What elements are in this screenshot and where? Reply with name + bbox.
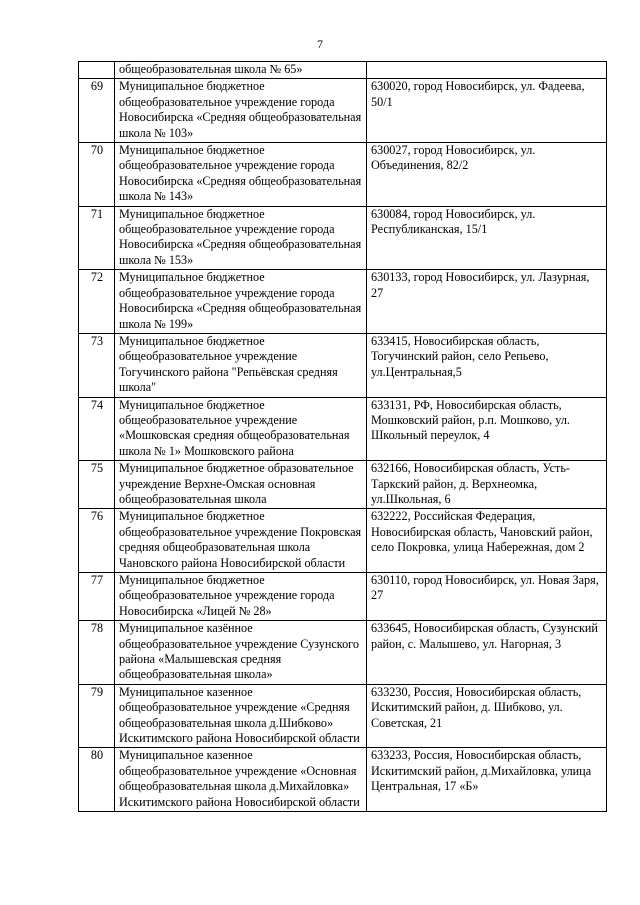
table-row bbox=[79, 62, 607, 79]
row-number-cell: 71 bbox=[79, 206, 115, 270]
table-row bbox=[79, 206, 607, 270]
row-number-cell: 78 bbox=[79, 621, 115, 685]
row-number-cell: 79 bbox=[79, 684, 115, 748]
address-cell: 630110, город Новосибирск, ул. Новая Заря, 27 bbox=[367, 573, 607, 621]
row-number-cell: 70 bbox=[79, 143, 115, 207]
table-row bbox=[79, 748, 607, 812]
address-cell: 632222, Российская Федерация, Новосибирская область, Чановский район, село Покровка, улица Набережная, дом 2 bbox=[367, 509, 607, 573]
table-row bbox=[79, 509, 607, 573]
institution-name-cell: Муниципальное бюджетное общеобразовательное учреждение «Мошковская средняя общеобразовательная школа № 1» Мошковского района bbox=[115, 397, 367, 461]
institution-name-cell: Муниципальное бюджетное общеобразовательное учреждение Покровская средняя общеобразовательная школа Чановского района Новосибирской области bbox=[115, 509, 367, 573]
table-row bbox=[79, 79, 607, 143]
row-number-cell: 75 bbox=[79, 461, 115, 509]
row-number-cell: 69 bbox=[79, 79, 115, 143]
table-row bbox=[79, 333, 607, 397]
row-number-cell: 76 bbox=[79, 509, 115, 573]
table-row bbox=[79, 270, 607, 334]
institution-name-cell: Муниципальное бюджетное общеобразовательное учреждение Тогучинского района "Репьёвская средняя школа" bbox=[115, 333, 367, 397]
table-row bbox=[79, 621, 607, 685]
row-number-cell: 80 bbox=[79, 748, 115, 812]
row-number-cell: 72 bbox=[79, 270, 115, 334]
institution-name-cell: Муниципальное бюджетное общеобразовательное учреждение города Новосибирска «Лицей № 28» bbox=[115, 573, 367, 621]
institution-name-cell: Муниципальное бюджетное образовательное учреждение Верхне-Омская основная общеобразовательная школа bbox=[115, 461, 367, 509]
address-cell: 633230, Россия, Новосибирская область, Искитимский район, д. Шибково, ул. Советская, 21 bbox=[367, 684, 607, 748]
address-cell: 630084, город Новосибирск, ул. Республиканская, 15/1 bbox=[367, 206, 607, 270]
institution-name-cell: общеобразовательная школа № 65» bbox=[115, 62, 367, 79]
schools-table bbox=[78, 61, 607, 812]
table-row bbox=[79, 461, 607, 509]
institution-name-cell: Муниципальное бюджетное общеобразовательное учреждение города Новосибирска «Средняя общеобразовательная школа № 199» bbox=[115, 270, 367, 334]
address-cell: 633233, Россия, Новосибирская область, Искитимский район, д.Михайловка, улица Центральная, 17 «Б» bbox=[367, 748, 607, 812]
row-number-cell bbox=[79, 62, 115, 79]
address-cell: 633645, Новосибирская область, Сузунский район, с. Малышево, ул. Нагорная, 3 bbox=[367, 621, 607, 685]
institution-name-cell: Муниципальное казенное общеобразовательное учреждение «Средняя общеобразовательная школа д.Шибково» Искитимского района Новосибирской области bbox=[115, 684, 367, 748]
table-row bbox=[79, 573, 607, 621]
address-cell: 633415, Новосибирская область, Тогучинский район, село Репьево, ул.Центральная,5 bbox=[367, 333, 607, 397]
page-number: 7 bbox=[317, 37, 323, 51]
table-row bbox=[79, 143, 607, 207]
table-row bbox=[79, 397, 607, 461]
address-cell: 632166, Новосибирская область, Усть-Таркский район, д. Верхнеомка, ул.Школьная, 6 bbox=[367, 461, 607, 509]
table-row bbox=[79, 684, 607, 748]
table-body bbox=[79, 62, 607, 812]
address-cell: 633131, РФ, Новосибирская область, Мошковский район, р.п. Мошково, ул. Школьный переулок, 4 bbox=[367, 397, 607, 461]
row-number-cell: 73 bbox=[79, 333, 115, 397]
institution-name-cell: Муниципальное бюджетное общеобразовательное учреждение города Новосибирска «Средняя общеобразовательная школа № 103» bbox=[115, 79, 367, 143]
row-number-cell: 77 bbox=[79, 573, 115, 621]
address-cell: 630133, город Новосибирск, ул. Лазурная, 27 bbox=[367, 270, 607, 334]
address-cell: 630020, город Новосибирск, ул. Фадеева, 50/1 bbox=[367, 79, 607, 143]
address-cell: 630027, город Новосибирск, ул. Объединения, 82/2 bbox=[367, 143, 607, 207]
institution-name-cell: Муниципальное казённое общеобразовательное учреждение Сузунского района «Малышевская средняя общеобразовательная школа» bbox=[115, 621, 367, 685]
institution-name-cell: Муниципальное казенное общеобразовательное учреждение «Основная общеобразовательная школа д.Михайловка» Искитимского района Новосибирской области bbox=[115, 748, 367, 812]
row-number-cell: 74 bbox=[79, 397, 115, 461]
institution-name-cell: Муниципальное бюджетное общеобразовательное учреждение города Новосибирска «Средняя общеобразовательная школа № 143» bbox=[115, 143, 367, 207]
address-cell bbox=[367, 62, 607, 79]
institution-name-cell: Муниципальное бюджетное общеобразовательное учреждение города Новосибирска «Средняя общеобразовательная школа № 153» bbox=[115, 206, 367, 270]
